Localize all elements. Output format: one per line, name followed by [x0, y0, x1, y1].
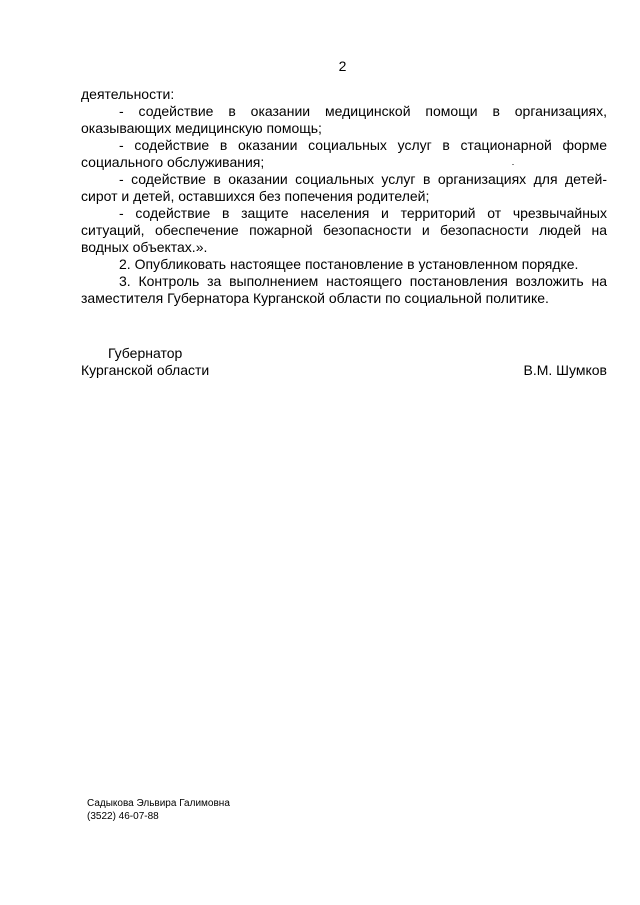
clause-publish: 2. Опубликовать настоящее постановление в установленном порядке.: [119, 256, 579, 272]
signatory-title-line1: Губернатор: [108, 345, 183, 361]
list-item-social-services: - содействие в оказании социальных услуг в стационарной форме социального обслуживания;: [81, 137, 607, 170]
executor-info: [87, 797, 230, 823]
signatory-name: В.М. Шумков: [523, 362, 607, 378]
list-item-emergency-protection: - содействие в защите населения и территорий от чрезвычайных ситуаций, обеспечение пожарной безопасности и безопасности людей на водных объектах.».: [81, 205, 607, 255]
scan-speck: [512, 164, 514, 165]
list-item-medical-help: - содействие в оказании медицинской помощи в организациях, оказывающих медицинскую помощь;: [81, 103, 607, 136]
signatory-title-line2: Курганской области: [81, 362, 210, 378]
signature-block: [81, 345, 607, 379]
list-item-orphan-services: - содействие в оказании социальных услуг в организациях для детей-сирот и детей, оставшихся без попечения родителей;: [81, 171, 607, 204]
clause-control: 3. Контроль за выполнением настоящего постановления возложить на заместителя Губернатора Курганской области по социальной политике.: [81, 273, 607, 306]
executor-phone: (3522) 46-07-88: [87, 811, 159, 822]
page-number: 2: [338, 58, 347, 74]
document-body: [81, 86, 607, 307]
paragraph-continuation: деятельности:: [81, 86, 175, 102]
executor-name: Садыкова Эльвира Галимовна: [87, 798, 230, 809]
